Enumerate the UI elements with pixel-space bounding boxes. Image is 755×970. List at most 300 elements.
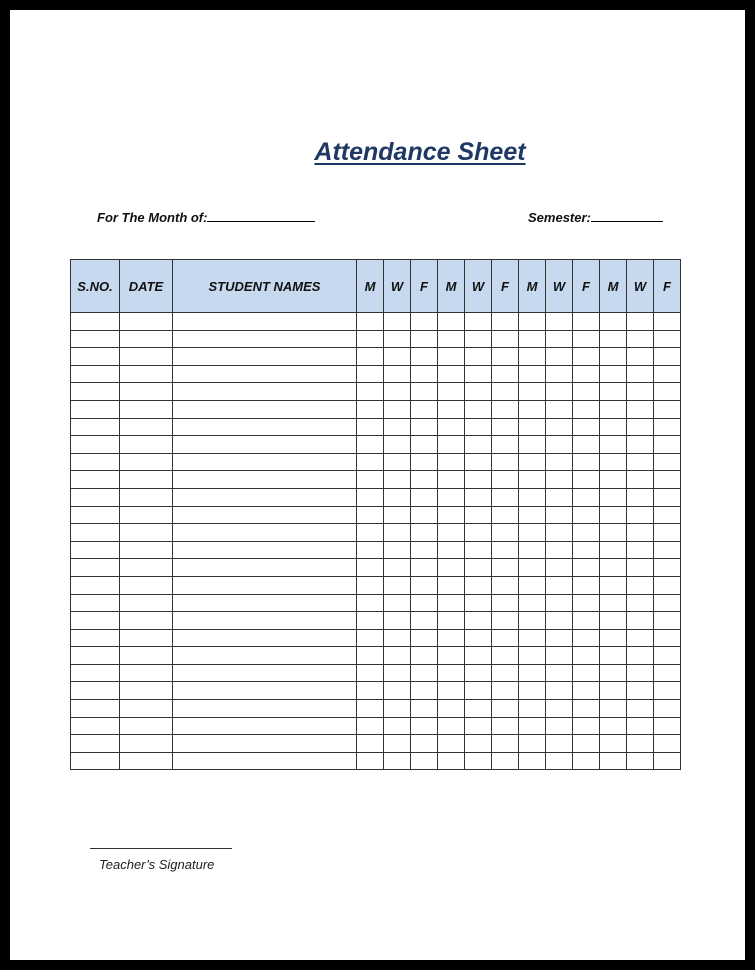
table-cell[interactable] (173, 313, 357, 331)
table-cell[interactable] (357, 488, 384, 506)
table-cell[interactable] (573, 313, 600, 331)
table-cell[interactable] (173, 559, 357, 577)
table-cell[interactable] (71, 576, 120, 594)
table-cell[interactable] (573, 700, 600, 718)
table-cell[interactable] (438, 735, 465, 753)
table-cell[interactable] (384, 436, 411, 454)
table-cell[interactable] (654, 400, 681, 418)
table-cell[interactable] (654, 735, 681, 753)
table-cell[interactable] (627, 682, 654, 700)
table-cell[interactable] (71, 471, 120, 489)
table-cell[interactable] (71, 647, 120, 665)
table-cell[interactable] (411, 612, 438, 630)
table-cell[interactable] (357, 682, 384, 700)
table-cell[interactable] (600, 559, 627, 577)
table-cell[interactable] (519, 471, 546, 489)
table-cell[interactable] (384, 313, 411, 331)
table-cell[interactable] (492, 717, 519, 735)
table-cell[interactable] (384, 752, 411, 770)
table-cell[interactable] (438, 383, 465, 401)
table-cell[interactable] (120, 682, 173, 700)
table-cell[interactable] (573, 418, 600, 436)
table-cell[interactable] (600, 400, 627, 418)
table-cell[interactable] (120, 488, 173, 506)
table-cell[interactable] (654, 524, 681, 542)
table-cell[interactable] (546, 524, 573, 542)
table-cell[interactable] (519, 506, 546, 524)
table-cell[interactable] (573, 594, 600, 612)
table-cell[interactable] (465, 453, 492, 471)
table-cell[interactable] (173, 488, 357, 506)
table-cell[interactable] (654, 559, 681, 577)
table-cell[interactable] (438, 418, 465, 436)
table-cell[interactable] (465, 612, 492, 630)
table-cell[interactable] (465, 559, 492, 577)
table-cell[interactable] (120, 700, 173, 718)
table-cell[interactable] (492, 453, 519, 471)
table-cell[interactable] (465, 400, 492, 418)
table-cell[interactable] (654, 682, 681, 700)
table-cell[interactable] (519, 541, 546, 559)
table-cell[interactable] (600, 629, 627, 647)
table-cell[interactable] (357, 506, 384, 524)
table-cell[interactable] (573, 629, 600, 647)
table-cell[interactable] (546, 717, 573, 735)
table-cell[interactable] (465, 418, 492, 436)
table-cell[interactable] (357, 313, 384, 331)
table-cell[interactable] (120, 453, 173, 471)
table-cell[interactable] (438, 436, 465, 454)
table-cell[interactable] (173, 383, 357, 401)
table-cell[interactable] (384, 629, 411, 647)
table-cell[interactable] (71, 541, 120, 559)
table-cell[interactable] (411, 629, 438, 647)
table-cell[interactable] (573, 506, 600, 524)
table-cell[interactable] (600, 735, 627, 753)
table-cell[interactable] (573, 682, 600, 700)
table-cell[interactable] (465, 629, 492, 647)
table-cell[interactable] (438, 524, 465, 542)
table-cell[interactable] (357, 612, 384, 630)
table-cell[interactable] (627, 647, 654, 665)
table-cell[interactable] (357, 647, 384, 665)
table-cell[interactable] (465, 436, 492, 454)
table-cell[interactable] (519, 700, 546, 718)
table-cell[interactable] (627, 717, 654, 735)
table-cell[interactable] (384, 506, 411, 524)
table-cell[interactable] (600, 576, 627, 594)
table-cell[interactable] (438, 629, 465, 647)
table-cell[interactable] (573, 735, 600, 753)
table-cell[interactable] (600, 541, 627, 559)
table-cell[interactable] (492, 471, 519, 489)
table-cell[interactable] (120, 506, 173, 524)
table-cell[interactable] (384, 348, 411, 366)
table-cell[interactable] (357, 629, 384, 647)
table-cell[interactable] (600, 717, 627, 735)
table-cell[interactable] (411, 700, 438, 718)
table-cell[interactable] (438, 488, 465, 506)
table-cell[interactable] (120, 541, 173, 559)
table-cell[interactable] (465, 752, 492, 770)
table-cell[interactable] (492, 330, 519, 348)
table-cell[interactable] (546, 488, 573, 506)
table-cell[interactable] (384, 594, 411, 612)
table-cell[interactable] (173, 594, 357, 612)
table-cell[interactable] (357, 383, 384, 401)
table-cell[interactable] (357, 524, 384, 542)
table-cell[interactable] (173, 524, 357, 542)
table-cell[interactable] (173, 453, 357, 471)
table-cell[interactable] (627, 735, 654, 753)
table-cell[interactable] (357, 471, 384, 489)
table-cell[interactable] (627, 664, 654, 682)
table-cell[interactable] (384, 541, 411, 559)
table-cell[interactable] (519, 559, 546, 577)
table-cell[interactable] (71, 559, 120, 577)
table-cell[interactable] (546, 418, 573, 436)
table-cell[interactable] (600, 418, 627, 436)
table-cell[interactable] (627, 348, 654, 366)
table-cell[interactable] (438, 348, 465, 366)
table-cell[interactable] (654, 330, 681, 348)
table-cell[interactable] (492, 664, 519, 682)
table-cell[interactable] (173, 471, 357, 489)
table-cell[interactable] (600, 383, 627, 401)
table-cell[interactable] (519, 524, 546, 542)
table-cell[interactable] (627, 629, 654, 647)
table-cell[interactable] (627, 752, 654, 770)
table-cell[interactable] (546, 647, 573, 665)
table-cell[interactable] (627, 612, 654, 630)
table-cell[interactable] (492, 612, 519, 630)
table-cell[interactable] (120, 629, 173, 647)
table-cell[interactable] (71, 682, 120, 700)
table-cell[interactable] (546, 506, 573, 524)
table-cell[interactable] (71, 488, 120, 506)
table-cell[interactable] (654, 647, 681, 665)
table-cell[interactable] (357, 700, 384, 718)
table-cell[interactable] (384, 488, 411, 506)
table-cell[interactable] (600, 330, 627, 348)
table-cell[interactable] (71, 594, 120, 612)
table-cell[interactable] (627, 471, 654, 489)
table-cell[interactable] (654, 365, 681, 383)
table-cell[interactable] (546, 629, 573, 647)
table-cell[interactable] (411, 330, 438, 348)
table-cell[interactable] (120, 735, 173, 753)
table-cell[interactable] (173, 418, 357, 436)
table-cell[interactable] (120, 576, 173, 594)
table-cell[interactable] (519, 735, 546, 753)
table-cell[interactable] (654, 717, 681, 735)
table-cell[interactable] (357, 436, 384, 454)
table-cell[interactable] (465, 594, 492, 612)
table-cell[interactable] (357, 594, 384, 612)
table-cell[interactable] (173, 664, 357, 682)
table-cell[interactable] (384, 453, 411, 471)
table-cell[interactable] (438, 612, 465, 630)
table-cell[interactable] (573, 612, 600, 630)
table-cell[interactable] (120, 400, 173, 418)
table-cell[interactable] (411, 383, 438, 401)
table-cell[interactable] (600, 594, 627, 612)
table-cell[interactable] (384, 717, 411, 735)
table-cell[interactable] (411, 418, 438, 436)
table-cell[interactable] (357, 576, 384, 594)
table-cell[interactable] (71, 506, 120, 524)
table-cell[interactable] (654, 541, 681, 559)
table-cell[interactable] (357, 418, 384, 436)
table-cell[interactable] (573, 436, 600, 454)
table-cell[interactable] (492, 524, 519, 542)
table-cell[interactable] (627, 559, 654, 577)
table-cell[interactable] (519, 488, 546, 506)
table-cell[interactable] (411, 453, 438, 471)
table-cell[interactable] (173, 541, 357, 559)
table-cell[interactable] (465, 682, 492, 700)
month-blank-line[interactable] (207, 209, 315, 222)
table-cell[interactable] (173, 682, 357, 700)
table-cell[interactable] (573, 664, 600, 682)
table-cell[interactable] (654, 313, 681, 331)
table-cell[interactable] (465, 576, 492, 594)
table-cell[interactable] (519, 594, 546, 612)
table-cell[interactable] (357, 330, 384, 348)
table-cell[interactable] (120, 559, 173, 577)
table-cell[interactable] (120, 313, 173, 331)
table-cell[interactable] (71, 664, 120, 682)
table-cell[interactable] (120, 524, 173, 542)
table-cell[interactable] (438, 594, 465, 612)
table-cell[interactable] (546, 664, 573, 682)
table-cell[interactable] (120, 647, 173, 665)
table-cell[interactable] (627, 313, 654, 331)
table-cell[interactable] (411, 400, 438, 418)
table-cell[interactable] (357, 717, 384, 735)
table-cell[interactable] (173, 506, 357, 524)
table-cell[interactable] (546, 313, 573, 331)
table-cell[interactable] (627, 400, 654, 418)
table-cell[interactable] (120, 436, 173, 454)
table-cell[interactable] (654, 488, 681, 506)
table-cell[interactable] (654, 612, 681, 630)
table-cell[interactable] (71, 612, 120, 630)
table-cell[interactable] (600, 471, 627, 489)
table-cell[interactable] (120, 471, 173, 489)
table-cell[interactable] (627, 383, 654, 401)
table-cell[interactable] (600, 524, 627, 542)
table-cell[interactable] (384, 330, 411, 348)
table-cell[interactable] (71, 717, 120, 735)
table-cell[interactable] (465, 700, 492, 718)
table-cell[interactable] (546, 752, 573, 770)
table-cell[interactable] (173, 365, 357, 383)
table-cell[interactable] (600, 488, 627, 506)
table-cell[interactable] (573, 383, 600, 401)
table-cell[interactable] (384, 400, 411, 418)
table-cell[interactable] (573, 471, 600, 489)
table-cell[interactable] (627, 436, 654, 454)
table-cell[interactable] (384, 647, 411, 665)
table-cell[interactable] (411, 313, 438, 331)
table-cell[interactable] (173, 717, 357, 735)
table-cell[interactable] (71, 700, 120, 718)
table-cell[interactable] (465, 330, 492, 348)
table-cell[interactable] (465, 471, 492, 489)
table-cell[interactable] (519, 436, 546, 454)
table-cell[interactable] (600, 453, 627, 471)
table-cell[interactable] (357, 752, 384, 770)
table-cell[interactable] (627, 365, 654, 383)
table-cell[interactable] (357, 400, 384, 418)
table-cell[interactable] (411, 488, 438, 506)
table-cell[interactable] (573, 365, 600, 383)
table-cell[interactable] (654, 383, 681, 401)
table-cell[interactable] (492, 488, 519, 506)
table-cell[interactable] (384, 383, 411, 401)
table-cell[interactable] (654, 594, 681, 612)
table-cell[interactable] (465, 647, 492, 665)
table-cell[interactable] (492, 700, 519, 718)
table-cell[interactable] (465, 506, 492, 524)
table-cell[interactable] (438, 559, 465, 577)
table-cell[interactable] (492, 594, 519, 612)
table-cell[interactable] (438, 700, 465, 718)
table-cell[interactable] (120, 348, 173, 366)
table-cell[interactable] (465, 488, 492, 506)
table-cell[interactable] (627, 330, 654, 348)
table-cell[interactable] (546, 612, 573, 630)
table-cell[interactable] (573, 348, 600, 366)
table-cell[interactable] (573, 541, 600, 559)
table-cell[interactable] (71, 365, 120, 383)
table-cell[interactable] (411, 559, 438, 577)
table-cell[interactable] (492, 559, 519, 577)
table-cell[interactable] (411, 647, 438, 665)
table-cell[interactable] (600, 313, 627, 331)
table-cell[interactable] (71, 400, 120, 418)
table-cell[interactable] (173, 735, 357, 753)
table-cell[interactable] (492, 313, 519, 331)
table-cell[interactable] (492, 348, 519, 366)
table-cell[interactable] (438, 313, 465, 331)
table-cell[interactable] (600, 664, 627, 682)
table-cell[interactable] (546, 735, 573, 753)
table-cell[interactable] (465, 383, 492, 401)
table-cell[interactable] (438, 682, 465, 700)
table-cell[interactable] (411, 471, 438, 489)
table-cell[interactable] (411, 752, 438, 770)
table-cell[interactable] (411, 365, 438, 383)
table-cell[interactable] (71, 330, 120, 348)
table-cell[interactable] (173, 612, 357, 630)
table-cell[interactable] (627, 418, 654, 436)
table-cell[interactable] (173, 629, 357, 647)
table-cell[interactable] (519, 400, 546, 418)
table-cell[interactable] (546, 330, 573, 348)
table-cell[interactable] (71, 524, 120, 542)
table-cell[interactable] (600, 612, 627, 630)
table-cell[interactable] (71, 383, 120, 401)
table-cell[interactable] (438, 365, 465, 383)
table-cell[interactable] (438, 506, 465, 524)
table-cell[interactable] (411, 436, 438, 454)
table-cell[interactable] (492, 436, 519, 454)
table-cell[interactable] (71, 453, 120, 471)
table-cell[interactable] (600, 647, 627, 665)
table-cell[interactable] (627, 506, 654, 524)
table-cell[interactable] (438, 330, 465, 348)
table-cell[interactable] (438, 453, 465, 471)
table-cell[interactable] (492, 400, 519, 418)
table-cell[interactable] (438, 400, 465, 418)
table-cell[interactable] (492, 365, 519, 383)
table-cell[interactable] (519, 348, 546, 366)
table-cell[interactable] (519, 664, 546, 682)
table-cell[interactable] (173, 436, 357, 454)
table-cell[interactable] (600, 348, 627, 366)
table-cell[interactable] (120, 365, 173, 383)
table-cell[interactable] (384, 559, 411, 577)
table-cell[interactable] (411, 541, 438, 559)
table-cell[interactable] (546, 400, 573, 418)
table-cell[interactable] (465, 664, 492, 682)
table-cell[interactable] (573, 524, 600, 542)
table-cell[interactable] (411, 717, 438, 735)
table-cell[interactable] (357, 453, 384, 471)
table-cell[interactable] (600, 752, 627, 770)
table-cell[interactable] (384, 471, 411, 489)
table-cell[interactable] (546, 348, 573, 366)
table-cell[interactable] (654, 348, 681, 366)
table-cell[interactable] (492, 576, 519, 594)
table-cell[interactable] (654, 471, 681, 489)
table-cell[interactable] (384, 365, 411, 383)
table-cell[interactable] (384, 418, 411, 436)
table-cell[interactable] (519, 629, 546, 647)
table-cell[interactable] (465, 313, 492, 331)
table-cell[interactable] (627, 524, 654, 542)
table-cell[interactable] (120, 664, 173, 682)
table-cell[interactable] (573, 559, 600, 577)
table-cell[interactable] (411, 682, 438, 700)
table-cell[interactable] (600, 506, 627, 524)
table-cell[interactable] (357, 541, 384, 559)
table-cell[interactable] (120, 383, 173, 401)
table-cell[interactable] (492, 682, 519, 700)
table-cell[interactable] (384, 524, 411, 542)
table-cell[interactable] (519, 576, 546, 594)
table-cell[interactable] (71, 313, 120, 331)
table-cell[interactable] (573, 752, 600, 770)
table-cell[interactable] (465, 541, 492, 559)
table-cell[interactable] (438, 752, 465, 770)
table-cell[interactable] (384, 612, 411, 630)
table-cell[interactable] (492, 506, 519, 524)
table-cell[interactable] (519, 365, 546, 383)
table-cell[interactable] (654, 629, 681, 647)
table-cell[interactable] (384, 682, 411, 700)
table-cell[interactable] (600, 682, 627, 700)
table-cell[interactable] (627, 488, 654, 506)
table-cell[interactable] (654, 418, 681, 436)
table-cell[interactable] (546, 700, 573, 718)
table-cell[interactable] (357, 735, 384, 753)
table-cell[interactable] (438, 576, 465, 594)
table-cell[interactable] (120, 418, 173, 436)
table-cell[interactable] (546, 594, 573, 612)
